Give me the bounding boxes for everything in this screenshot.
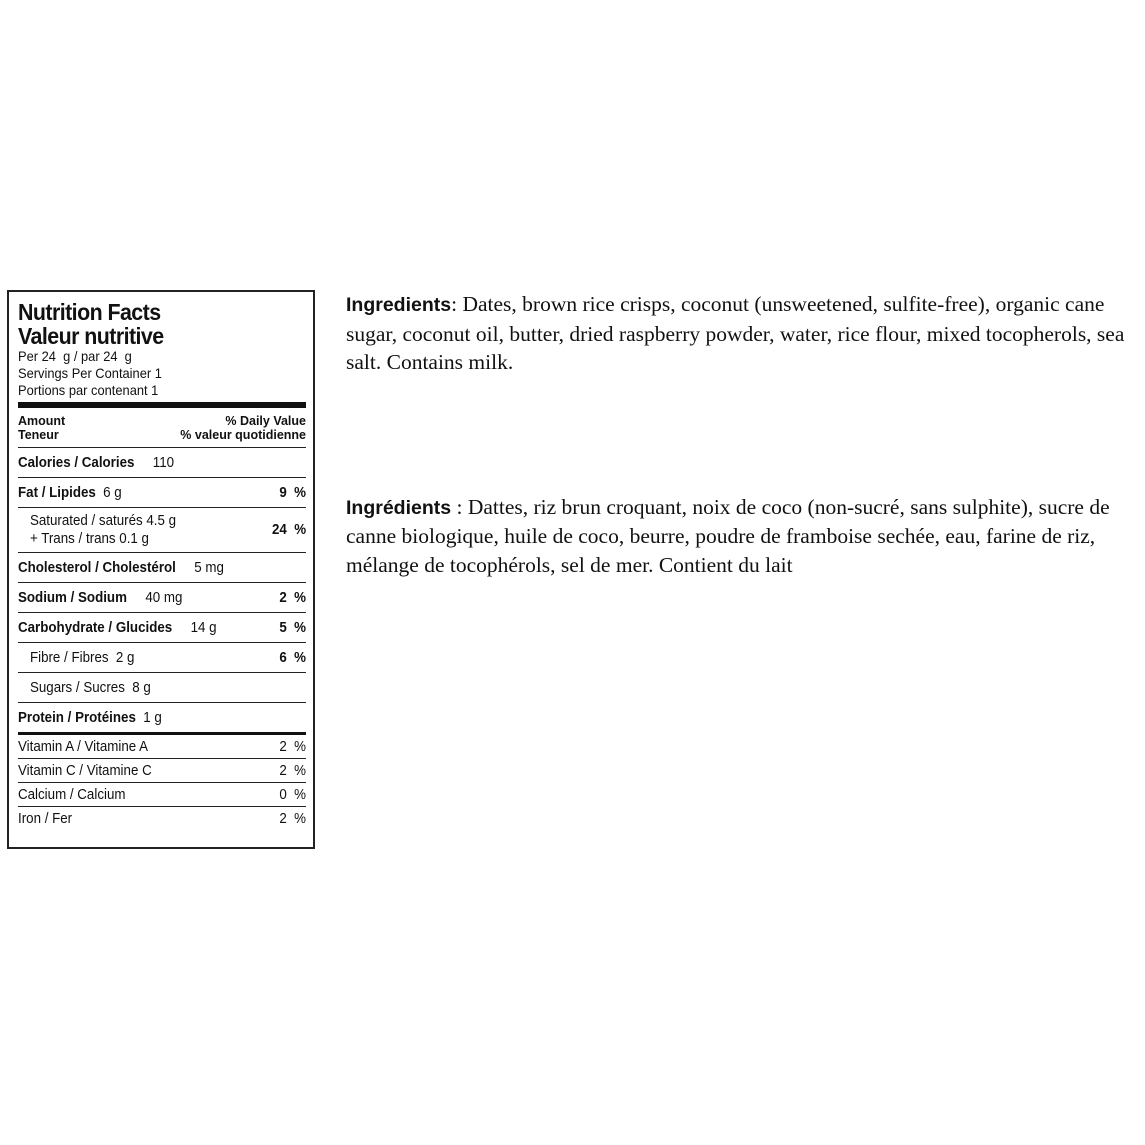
saturated-trans-row xyxy=(18,507,306,552)
amount-header xyxy=(18,408,306,447)
vitamin-a-label: Vitamin A / Vitamine A xyxy=(18,738,149,755)
ingredients-en-text: : Dates, brown rice crisps, coconut (unsweetened, sulfite-free), organic cane sugar, coconut oil, butter, dried raspberry powder, water, rice flour, mixed tocopherols, sea salt. Contains milk. xyxy=(346,292,1125,374)
iron-row xyxy=(18,806,306,830)
calories-row xyxy=(18,447,306,477)
fibre-row xyxy=(18,642,306,672)
cholesterol-label: Cholesterol / Cholestérol xyxy=(18,559,176,576)
saturated-trans-percent: 24 % xyxy=(271,522,306,538)
carbohydrate-label: Carbohydrate / Glucides xyxy=(18,619,173,636)
daily-value-label-fr: % valeur quotidienne xyxy=(180,428,306,442)
iron-label: Iron / Fer xyxy=(18,810,73,827)
nutrition-title-en: Nutrition Facts xyxy=(18,299,161,325)
ingredients-en-label: Ingredients xyxy=(346,294,452,316)
fat-label: Fat / Lipides xyxy=(18,484,96,501)
servings-per-container-fr: Portions par contenant 1 xyxy=(18,382,159,398)
sodium-row xyxy=(18,582,306,612)
iron-percent: 2 % xyxy=(279,810,306,827)
cholesterol-row xyxy=(18,552,306,582)
sodium-percent: 2 % xyxy=(279,589,306,606)
sodium-value: 40 mg xyxy=(145,589,183,606)
fibre-label: Fibre / Fibres xyxy=(29,649,109,666)
calories-value: 110 xyxy=(152,454,175,471)
vitamin-c-row xyxy=(18,758,306,782)
protein-value: 1 g xyxy=(143,709,162,726)
carbohydrate-percent: 5 % xyxy=(279,619,306,636)
nutrition-facts-table xyxy=(7,290,315,849)
servings-per-container-en: Servings Per Container 1 xyxy=(18,365,162,381)
vitamin-c-percent: 2 % xyxy=(279,762,306,779)
protein-row xyxy=(18,702,306,732)
amount-label-en: Amount xyxy=(18,414,66,428)
ingredients-fr-label: Ingrédients xyxy=(346,496,452,519)
ingredients-en xyxy=(346,290,1141,377)
sodium-label: Sodium / Sodium xyxy=(18,589,127,606)
calcium-percent: 0 % xyxy=(279,786,306,803)
sugars-value: 8 g xyxy=(132,679,151,696)
fibre-value: 2 g xyxy=(115,649,135,666)
sugars-row xyxy=(18,672,306,702)
ingredients-section xyxy=(346,290,1141,579)
fat-row xyxy=(18,477,306,507)
ingredients-fr-text: : Dattes, riz brun croquant, noix de coco (non-sucré, sans sulphite), sucre de canne biologique, huile de coco, beurre, poudre de framboise sechée, eau, farine de riz, mélange de tocophérols, sel de mer. Contient du lait xyxy=(346,494,1110,577)
saturated-label: Saturated / saturés 4.5 g xyxy=(29,513,177,529)
carbohydrate-value: 14 g xyxy=(190,619,217,636)
vitamin-a-row xyxy=(18,735,306,758)
fat-value: 6 g xyxy=(103,484,122,501)
protein-label: Protein / Protéines xyxy=(18,709,136,726)
fibre-percent: 6 % xyxy=(279,649,306,666)
calcium-label: Calcium / Calcium xyxy=(18,786,126,803)
daily-value-label-en: % Daily Value xyxy=(225,414,306,428)
vitamin-c-label: Vitamin C / Vitamine C xyxy=(18,762,152,779)
serving-size: Per 24 g / par 24 g xyxy=(18,348,132,364)
fat-percent: 9 % xyxy=(279,484,306,501)
calories-label: Calories / Calories xyxy=(18,454,135,471)
trans-label: + Trans / trans 0.1 g xyxy=(29,531,149,547)
vitamin-a-percent: 2 % xyxy=(279,738,306,755)
calcium-row xyxy=(18,782,306,806)
amount-label-fr: Teneur xyxy=(18,428,59,442)
ingredients-fr xyxy=(346,493,1141,580)
carbohydrate-row xyxy=(18,612,306,642)
nutrition-title-fr: Valeur nutritive xyxy=(18,323,164,349)
cholesterol-value: 5 mg xyxy=(194,559,224,576)
sugars-label: Sugars / Sucres xyxy=(29,679,125,696)
